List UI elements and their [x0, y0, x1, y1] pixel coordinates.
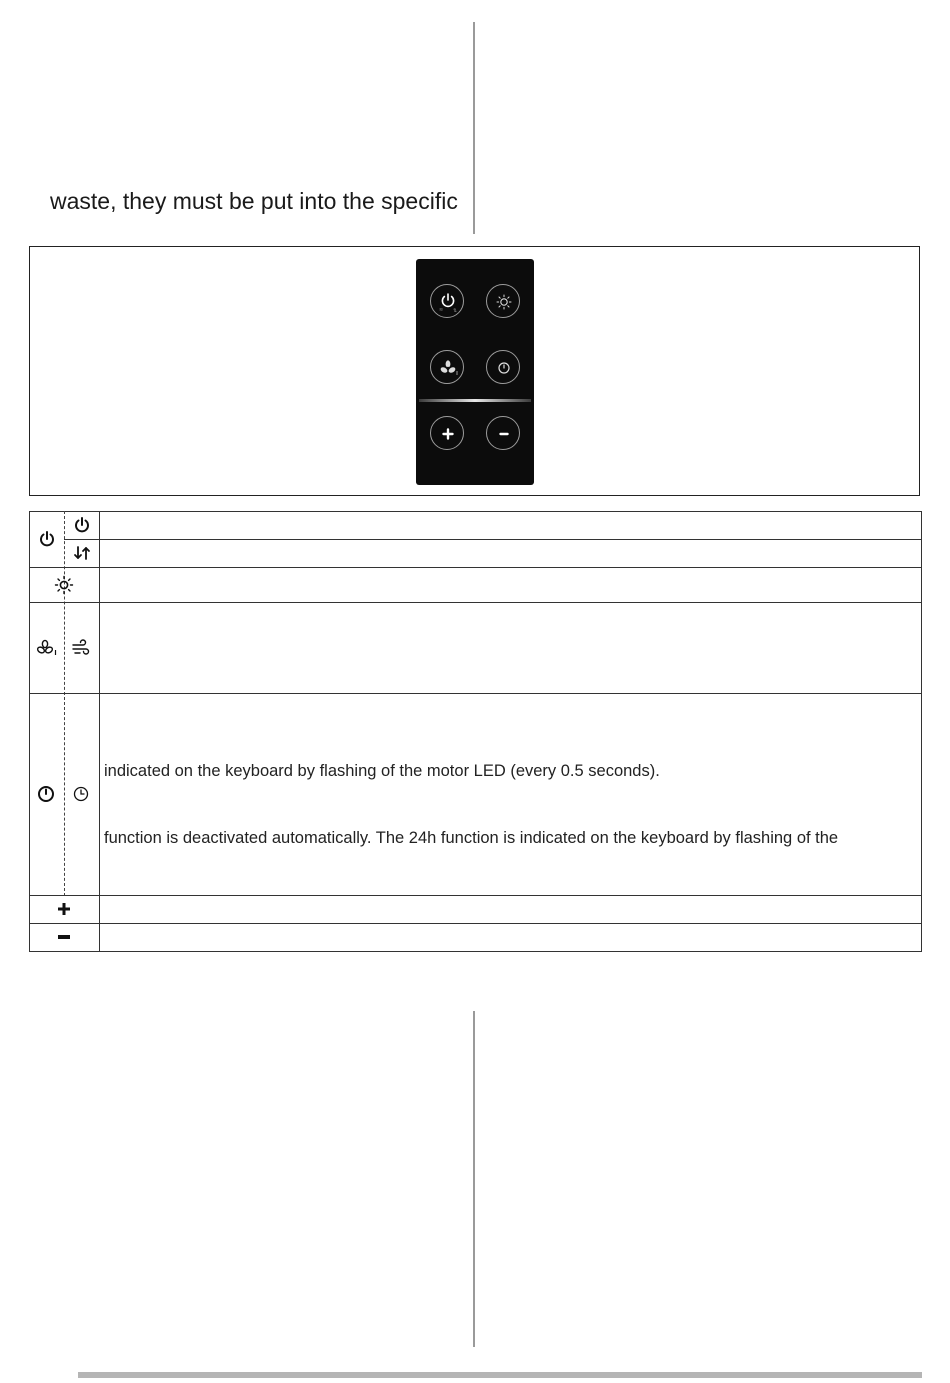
plus-icon [56, 901, 72, 917]
table-row-wind [71, 639, 91, 662]
table-row-clock [72, 785, 90, 808]
light-icon [54, 575, 74, 595]
timer-description-line-1: indicated on the keyboard by flashing of the motor LED (every 0.5 seconds). [104, 762, 660, 780]
table-row-rule [29, 567, 922, 568]
table-column-rule [99, 511, 100, 952]
function-table [29, 511, 922, 952]
table-row-rule [29, 923, 922, 924]
column-divider-bottom [473, 1011, 475, 1347]
table-row-rule [29, 602, 922, 603]
table-row-plus [56, 901, 72, 922]
svg-text:≋: ≋ [439, 307, 444, 313]
keypad-plus-button [430, 416, 464, 450]
minus-icon [56, 929, 72, 945]
table-row-rule [29, 693, 922, 694]
power-icon [431, 285, 465, 319]
keypad-light-button [486, 284, 520, 318]
table-row-timer [37, 785, 55, 808]
body-text-fragment: waste, they must be put into the specific [50, 188, 458, 214]
power-icon [38, 530, 56, 548]
power-icon [73, 516, 91, 534]
wind-icon [71, 639, 91, 657]
timer-icon [487, 351, 521, 385]
keypad-fan-button [430, 350, 464, 384]
table-dashed-divider [64, 511, 65, 896]
minus-icon [487, 417, 521, 451]
keypad-divider-line [419, 399, 531, 402]
plus-icon [431, 417, 465, 451]
footer-bar [78, 1372, 922, 1378]
timer-description-line-2: function is deactivated automatically. The 24h function is indicated on the keyboard by flashing of the [104, 829, 839, 847]
keypad-illustration [416, 259, 534, 485]
table-subrow-power [73, 516, 91, 539]
keypad-minus-button [486, 416, 520, 450]
fan-icon [36, 639, 58, 657]
table-subrow-swap [73, 544, 91, 567]
table-row-rule [29, 895, 922, 896]
table-row-power [38, 530, 56, 553]
column-divider-top [473, 22, 475, 234]
table-row-light [54, 575, 74, 600]
clock-icon [72, 785, 90, 803]
timer-icon [37, 785, 55, 803]
light-icon [487, 285, 521, 319]
table-row-minus [56, 929, 72, 950]
keypad-power-button [430, 284, 464, 318]
table-row-rule [64, 539, 922, 540]
svg-text:⇅: ⇅ [453, 308, 458, 314]
table-border [29, 511, 922, 952]
table-row-fan [36, 639, 58, 662]
swap-arrows-icon [73, 544, 91, 562]
keypad-timer-button [486, 350, 520, 384]
fan-icon [431, 351, 465, 385]
